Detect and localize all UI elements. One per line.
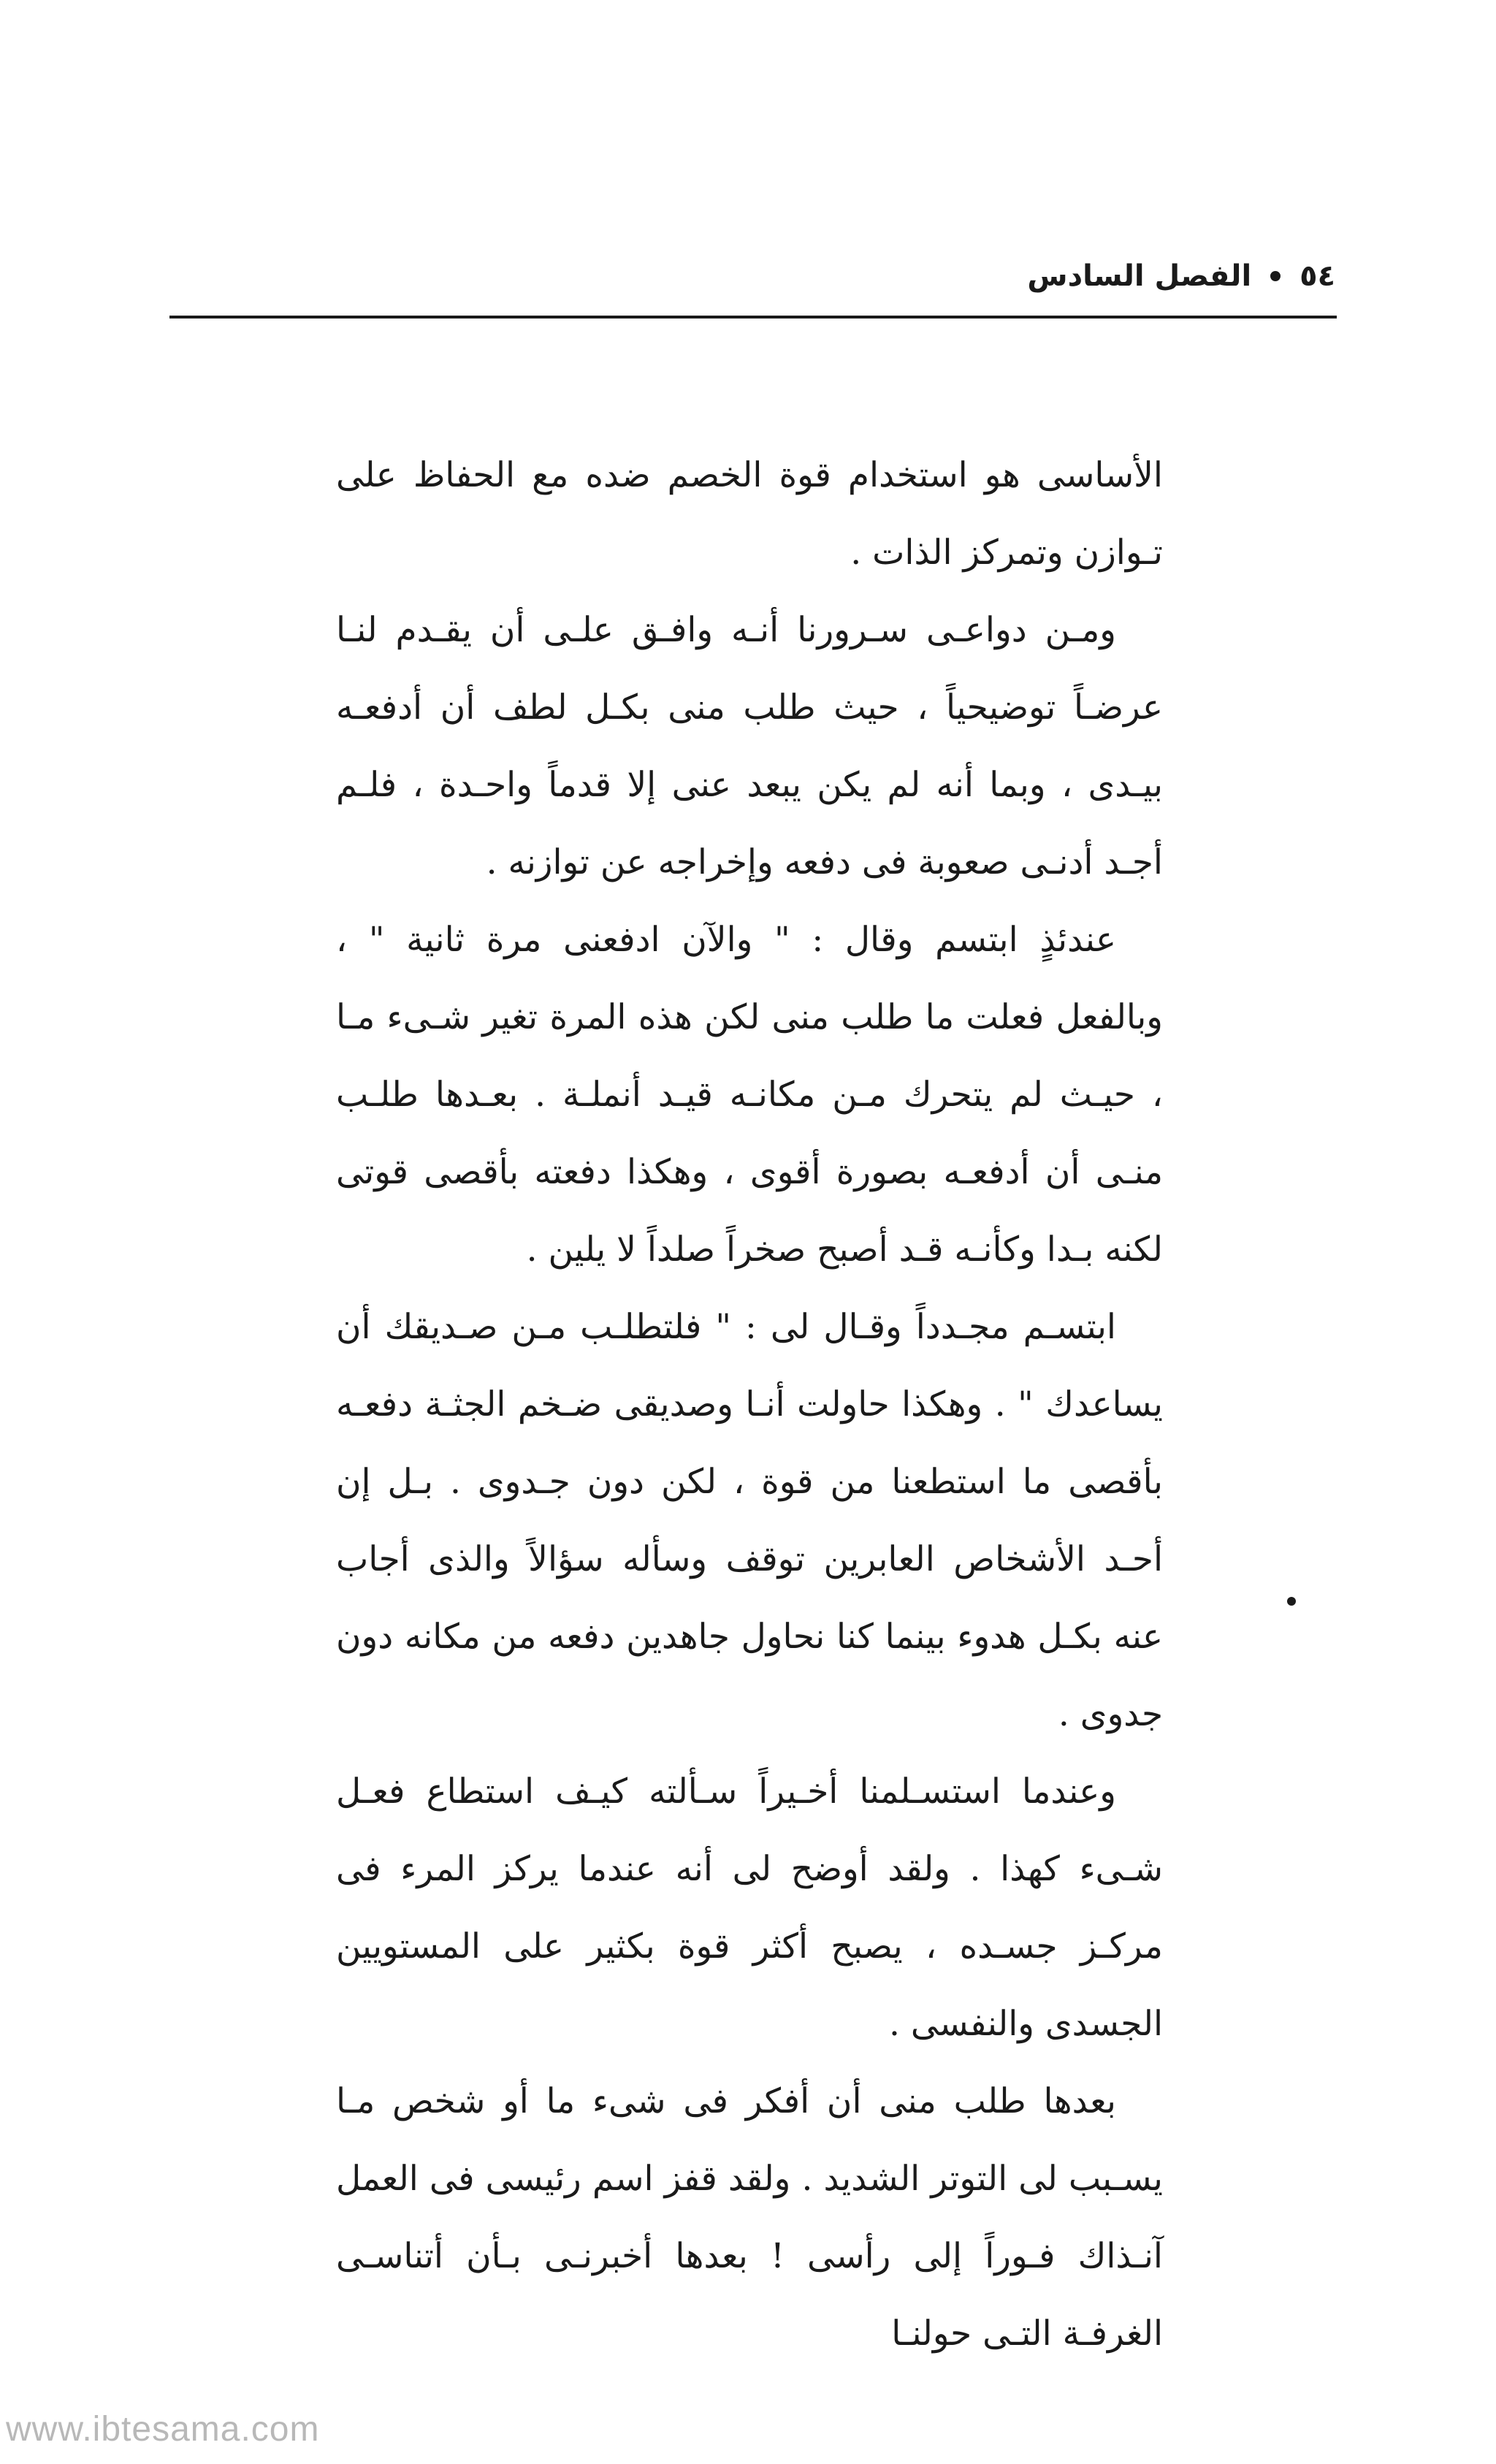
paragraph: عندئذٍ ابتسم وقال : " والآن ادفعنى مرة ثانية " ، وبالفعل فعلت ما طلب منى لكن هذه المرة تغير شـىء مـا ، حيـث لم يتحرك مـن مكانـه قيـد أنملـة . بعـدها طلـب منـى أن أدفعـه بصورة أقوى ، وهكذا دفعته بأقصى قوتى لكنه بـدا وكأنـه قـد أصبح صخراً صلداً لا يلين . [336,920,1163,1270]
paragraph: بعدها طلب منى أن أفكر فى شىء ما أو شخص مـا يسـبب لى التوتر الشديد . ولقد قفز اسم رئيسى فى العمل آنـذاك فـوراً إلى رأسى ! بعدها أخبرنـى بـأن أتناسـى الغرفـة التـى حولنـا [336,2081,1163,2354]
paragraph: ابتسـم مجـدداً وقـال لى : " فلتطلـب مـن صـديقك أن يساعدك " . وهكذا حاولت أنـا وصديقى ضـخم الجثـة دفعـه بأقصى ما استطعنا من قوة ، لكن دون جـدوى . بـل إن أحـد الأشخاص العابرين توقف وسأله سؤالاً والذى أجاب عنه بكـل هدوء بينما كنا نحاول جاهدين دفعه من مكانه دون جدوى . [336,1307,1163,1734]
bullet-icon [1270,271,1281,281]
paragraph: الأساسى هو استخدام قوة الخصم ضده مع الحفاظ على تـوازن وتمركز الذات . [336,455,1163,573]
header-divider [169,316,1337,319]
chapter-title: الفصل السادس [1027,259,1252,293]
paragraph: وعندما استسـلمنا أخـيراً سـألته كيـف استطاع فعـل شـىء كهذا . ولقد أوضح لى أنه عندما يركز المرء فى مركـز جسـده ، يصبح أكثر قوة بكثير على المستويين الجسدى والنفسى . [336,1771,1163,2044]
watermark: www.ibtesama.com [6,2410,320,2449]
body-text [336,437,1163,2373]
margin-dot [1287,1597,1296,1606]
page-number: ٥٤ [1300,259,1335,293]
running-header [161,254,1335,298]
paragraph: ومـن دواعـى سـرورنا أنـه وافـق علـى أن يقـدم لنـا عرضـاً توضيحياً ، حيث طلب منى بكـل لطف أن أدفعـه بيـدى ، وبما أنه لم يكن يبعد عنى إلا قدماً واحـدة ، فلـم أجـد أدنـى صعوبة فى دفعه وإخراجه عن توازنه . [336,610,1163,882]
